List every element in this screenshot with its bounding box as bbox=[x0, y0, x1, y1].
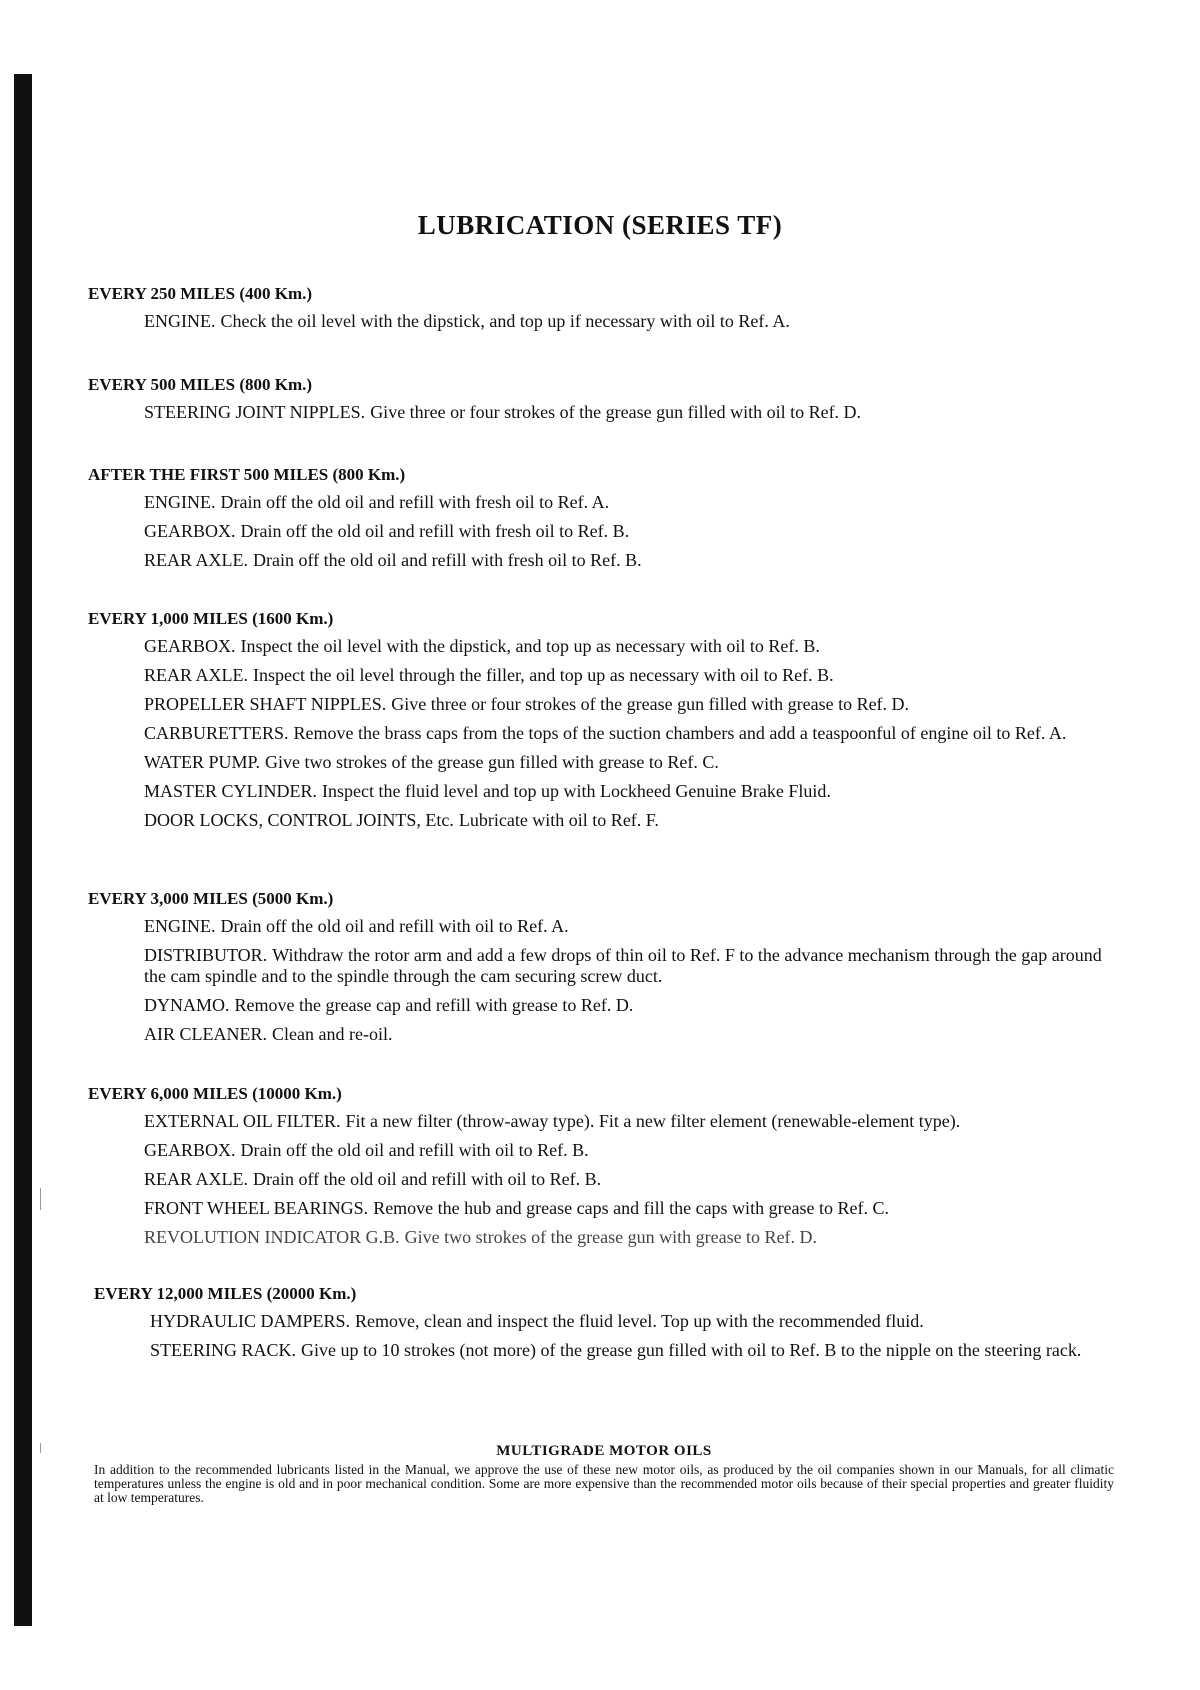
item-label: REAR AXLE. bbox=[144, 665, 249, 685]
item-text: Inspect the oil level through the filler, and top up as necessary with oil to Ref. B. bbox=[253, 665, 834, 685]
item-label: HYDRAULIC DAMPERS. bbox=[150, 1311, 351, 1331]
item-label: AIR CLEANER. bbox=[144, 1024, 267, 1044]
list-item bbox=[150, 1311, 1124, 1332]
list-item bbox=[144, 1198, 1118, 1219]
item-text: Withdraw the rotor arm and add a few drops of thin oil to Ref. F to the advance mechanism through the gap around the cam spindle and to the spindle through the cam securing screw duct. bbox=[144, 945, 1102, 986]
item-label: GEARBOX. bbox=[144, 636, 236, 656]
item-text: Remove, clean and inspect the fluid level. Top up with the recommended fluid. bbox=[355, 1311, 924, 1331]
list-item bbox=[144, 1111, 1118, 1132]
section-heading: EVERY 500 MILES (800 Km.) bbox=[88, 375, 313, 394]
list-item bbox=[144, 781, 1118, 802]
item-label: STEERING JOINT NIPPLES. bbox=[144, 402, 366, 422]
item-text: Drain off the old oil and refill with oil to Ref. B. bbox=[240, 1140, 589, 1160]
list-item bbox=[144, 916, 1118, 937]
item-text: Fit a new filter (throw-away type). Fit a new filter element (renewable-element type). bbox=[345, 1111, 961, 1131]
section-every-12000-miles bbox=[94, 1283, 1124, 1369]
item-text: Give three or four strokes of the grease gun filled with grease to Ref. D. bbox=[391, 694, 910, 714]
item-text: Inspect the oil level with the dipstick, and top up as necessary with oil to Ref. B. bbox=[240, 636, 820, 656]
item-label: ENGINE. bbox=[144, 311, 216, 331]
section-every-1000-miles bbox=[88, 608, 1118, 839]
section-every-3000-miles bbox=[88, 888, 1118, 1053]
item-text: Give up to 10 strokes (not more) of the grease gun filled with oil to Ref. B to the nipple on the steering rack. bbox=[301, 1340, 1082, 1360]
item-label: DISTRIBUTOR. bbox=[144, 945, 268, 965]
item-label: WATER PUMP. bbox=[144, 752, 261, 772]
list-item bbox=[144, 1227, 1118, 1248]
note-title: MULTIGRADE MOTOR OILS bbox=[496, 1443, 712, 1459]
item-label: DOOR LOCKS, CONTROL JOINTS, Etc. bbox=[144, 810, 454, 830]
section-after-first-500-miles bbox=[88, 464, 1118, 579]
list-item bbox=[144, 402, 1118, 423]
item-text: Lubricate with oil to Ref. F. bbox=[458, 810, 659, 830]
item-label: ENGINE. bbox=[144, 492, 216, 512]
section-every-6000-miles bbox=[88, 1083, 1118, 1256]
item-text: Remove the hub and grease caps and fill the caps with grease to Ref. C. bbox=[373, 1198, 890, 1218]
scan-mark bbox=[40, 1443, 41, 1453]
section-heading: EVERY 250 MILES (400 Km.) bbox=[88, 284, 313, 303]
item-label: FRONT WHEEL BEARINGS. bbox=[144, 1198, 369, 1218]
list-item bbox=[144, 752, 1118, 773]
item-text: Inspect the fluid level and top up with Lockheed Genuine Brake Fluid. bbox=[322, 781, 831, 801]
item-label: GEARBOX. bbox=[144, 521, 236, 541]
list-item bbox=[144, 810, 1118, 831]
item-text: Check the oil level with the dipstick, and top up if necessary with oil to Ref. A. bbox=[220, 311, 790, 331]
item-label: ENGINE. bbox=[144, 916, 216, 936]
item-text: Give two strokes of the grease gun with grease to Ref. D. bbox=[404, 1227, 818, 1247]
section-heading: EVERY 3,000 MILES (5000 Km.) bbox=[88, 889, 334, 908]
scan-mark bbox=[40, 1188, 41, 1210]
list-item bbox=[144, 1140, 1118, 1161]
list-item bbox=[144, 550, 1118, 571]
list-item bbox=[144, 694, 1118, 715]
item-text: Drain off the old oil and refill with oil to Ref. A. bbox=[220, 916, 569, 936]
item-text: Drain off the old oil and refill with fresh oil to Ref. B. bbox=[253, 550, 642, 570]
item-label: PROPELLER SHAFT NIPPLES. bbox=[144, 694, 387, 714]
list-item bbox=[144, 492, 1118, 513]
list-item bbox=[144, 1024, 1118, 1045]
list-item bbox=[144, 311, 1118, 332]
item-label: CARBURETTERS. bbox=[144, 723, 289, 743]
item-text: Give three or four strokes of the grease gun filled with oil to Ref. D. bbox=[370, 402, 862, 422]
list-item bbox=[144, 723, 1118, 744]
section-every-250-miles bbox=[88, 283, 1118, 340]
item-label: REAR AXLE. bbox=[144, 550, 249, 570]
section-every-500-miles bbox=[88, 374, 1118, 431]
item-text: Drain off the old oil and refill with fresh oil to Ref. B. bbox=[240, 521, 630, 541]
page-title: LUBRICATION (SERIES TF) bbox=[417, 210, 783, 240]
item-text: Give two strokes of the grease gun filled with grease to Ref. C. bbox=[265, 752, 719, 772]
item-label: EXTERNAL OIL FILTER. bbox=[144, 1111, 341, 1131]
item-text: Clean and re-oil. bbox=[272, 1024, 393, 1044]
list-item bbox=[144, 1169, 1118, 1190]
list-item bbox=[144, 521, 1118, 542]
item-label: REVOLUTION INDICATOR G.B. bbox=[144, 1227, 400, 1247]
section-heading: AFTER THE FIRST 500 MILES (800 Km.) bbox=[88, 465, 406, 484]
item-text: Drain off the old oil and refill with fresh oil to Ref. A. bbox=[220, 492, 610, 512]
multigrade-note bbox=[94, 1443, 1114, 1505]
list-item bbox=[144, 665, 1118, 686]
item-label: REAR AXLE. bbox=[144, 1169, 249, 1189]
list-item bbox=[150, 1340, 1124, 1361]
note-body: In addition to the recommended lubricants listed in the Manual, we approve the use of these new motor oils, as produced by the oil companies shown in our Manuals, for all climatic temperatures unless the engine is old and in poor mechanical condition. Some are more expensive than the recommended motor oils because of their special properties and greater fluidity at low temperatures. bbox=[94, 1462, 1114, 1505]
list-item bbox=[144, 945, 1118, 987]
section-heading: EVERY 6,000 MILES (10000 Km.) bbox=[88, 1084, 342, 1103]
item-text: Drain off the old oil and refill with oil to Ref. B. bbox=[253, 1169, 602, 1189]
item-label: DYNAMO. bbox=[144, 995, 230, 1015]
binding-edge bbox=[14, 74, 32, 1626]
list-item bbox=[144, 636, 1118, 657]
item-label: GEARBOX. bbox=[144, 1140, 236, 1160]
item-label: MASTER CYLINDER. bbox=[144, 781, 318, 801]
item-text: Remove the grease cap and refill with grease to Ref. D. bbox=[234, 995, 634, 1015]
section-heading: EVERY 12,000 MILES (20000 Km.) bbox=[94, 1284, 357, 1303]
item-text: Remove the brass caps from the tops of the suction chambers and add a teaspoonful of engine oil to Ref. A. bbox=[293, 723, 1067, 743]
item-label: STEERING RACK. bbox=[150, 1340, 297, 1360]
section-heading: EVERY 1,000 MILES (1600 Km.) bbox=[88, 609, 334, 628]
list-item bbox=[144, 995, 1118, 1016]
